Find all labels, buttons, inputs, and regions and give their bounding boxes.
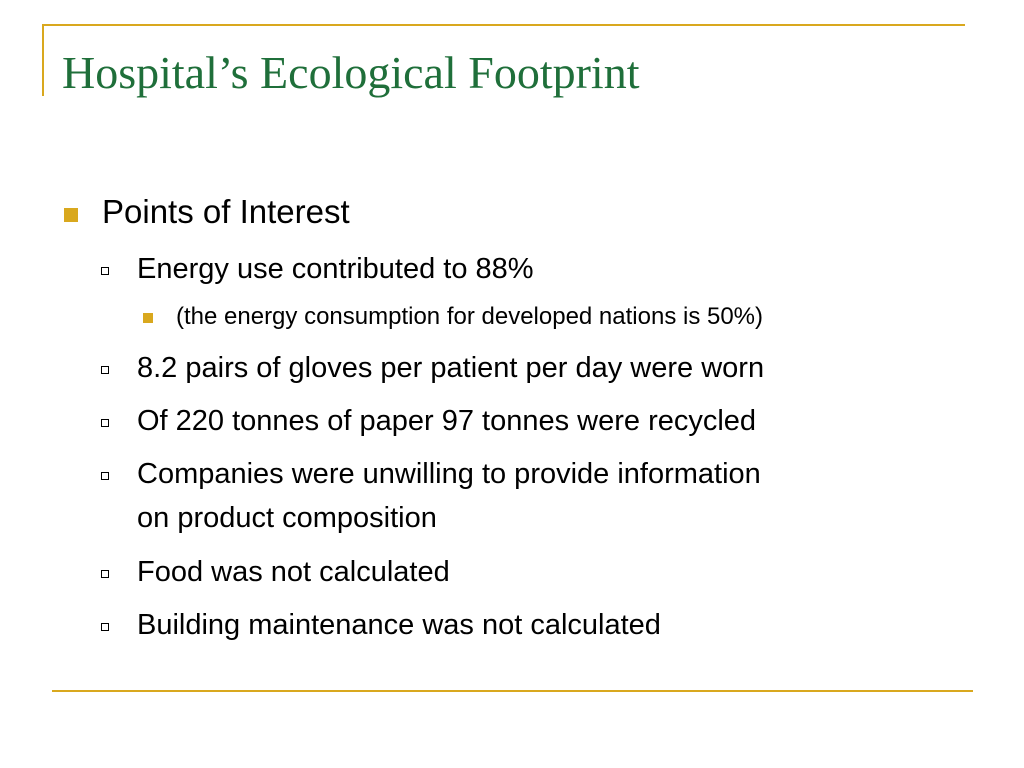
bullet-companies-line-1: Companies were unwilling to provide information — [137, 458, 761, 490]
bullet-hollow-square-icon — [101, 419, 109, 427]
bullet-energy-use: Energy use contributed to 88% — [137, 253, 534, 285]
bullet-hollow-square-icon — [101, 366, 109, 374]
bullet-hollow-square-icon — [101, 472, 109, 480]
bullet-gloves: 8.2 pairs of gloves per patient per day were worn — [137, 352, 765, 384]
bullet-hollow-square-icon — [101, 570, 109, 578]
top-rule — [44, 24, 965, 26]
bottom-rule — [52, 690, 973, 692]
bullet-building: Building maintenance was not calculated — [137, 609, 661, 641]
bullet-hollow-square-icon — [101, 267, 109, 275]
bullet-points-of-interest: Points of Interest — [102, 193, 350, 230]
bullet-hollow-square-icon — [101, 623, 109, 631]
left-rule — [42, 24, 44, 96]
slide-title: Hospital’s Ecological Footprint — [62, 47, 640, 98]
bullet-paper: Of 220 tonnes of paper 97 tonnes were recycled — [137, 405, 757, 437]
bullet-companies-line-2: on product composition — [137, 502, 437, 534]
bullet-food: Food was not calculated — [137, 556, 450, 588]
bullet-filled-square-icon — [143, 313, 153, 323]
bullet-filled-square-icon — [64, 208, 78, 222]
bullet-energy-note: (the energy consumption for developed nations is 50%) — [176, 303, 764, 330]
